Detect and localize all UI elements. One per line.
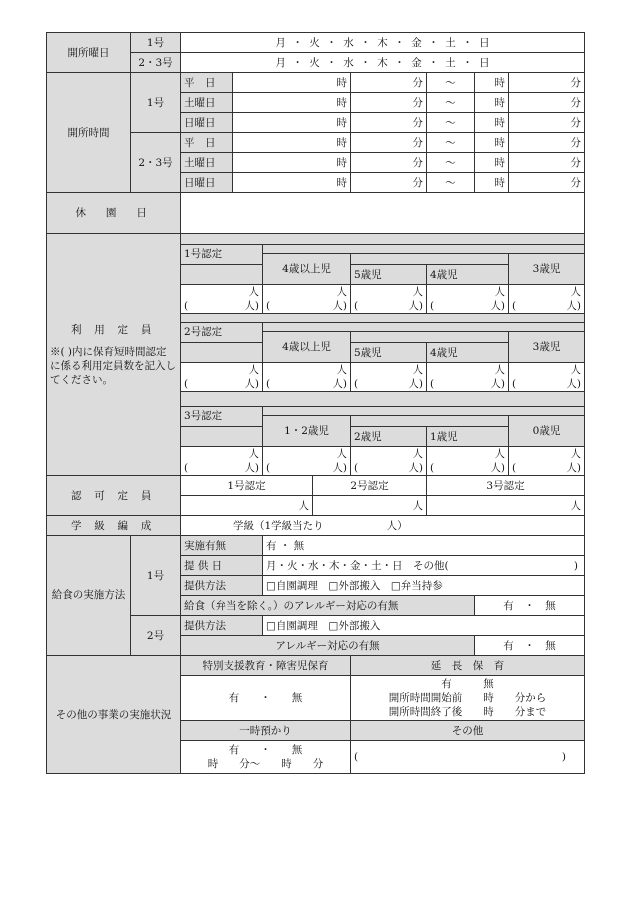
capacity-block1-cert: 1号認定: [181, 245, 263, 265]
capacity-block1-sub2: 4歳児: [427, 265, 509, 285]
meal-method2-label: 提供方法: [181, 616, 263, 636]
meal-days-text: 月・火・水・木・金・土・日 その他(: [266, 559, 449, 572]
approved-label: 認 可 定 員: [47, 476, 181, 516]
capacity-block3-cert-count[interactable]: 人 ( 人): [181, 447, 263, 476]
capacity-block1-group: 4歳以上児: [263, 254, 351, 285]
approved-col1-count[interactable]: 人: [181, 496, 313, 516]
capacity-block2-groupband: [351, 332, 509, 343]
capacity-block2-group: 4歳以上児: [263, 332, 351, 363]
capacity-block1-groupband: [351, 254, 509, 265]
approved-col1-header: 1号認定: [181, 476, 313, 496]
hours-group1-label: 1号: [131, 73, 181, 133]
capacity-spacer: [181, 392, 585, 407]
hours-open-hour[interactable]: 時: [233, 113, 351, 133]
hours-close-minute[interactable]: 分: [509, 73, 585, 93]
days-label: 開所曜日: [47, 33, 131, 73]
capacity-spacer: [181, 314, 585, 323]
capacity-block2-col3: 3歳児: [509, 332, 585, 363]
other-extended-before: 開所時間開始前 時 分から: [388, 692, 547, 704]
other-extended-yesno: 有 無: [441, 678, 494, 690]
hours-tilde: ～: [427, 133, 475, 153]
capacity-label-cell: [47, 234, 181, 476]
hours-open-minute[interactable]: 分: [351, 113, 427, 133]
hours-daytype: 土曜日: [181, 153, 233, 173]
capacity-block2-certband: [181, 343, 263, 363]
hours-daytype: 日曜日: [181, 113, 233, 133]
capacity-block1-group-count[interactable]: 人 ( 人): [263, 285, 351, 314]
capacity-spacer: [181, 234, 585, 245]
meal-days-close: ): [573, 559, 579, 572]
capacity-block3-cert: 3号認定: [181, 407, 263, 427]
hours-tilde: ～: [427, 173, 475, 193]
meal-allergy2-label: アレルギー対応の有無: [181, 636, 475, 656]
capacity-block2-group-count[interactable]: 人 ( 人): [263, 363, 351, 392]
meal-days-value[interactable]: [263, 556, 585, 576]
capacity-block3-col3: 0歳児: [509, 416, 585, 447]
meal-method-value[interactable]: □自園調理 □外部搬入 □弁当持参: [263, 576, 585, 596]
capacity-block3-sub2-count[interactable]: 人 ( 人): [427, 447, 509, 476]
meal-impl-value[interactable]: 有 ・ 無: [263, 536, 585, 556]
hours-tilde: ～: [427, 93, 475, 113]
capacity-block3-groupband: [351, 416, 509, 427]
other-extended-header: 延 長 保 育: [351, 656, 585, 676]
other-temp-header: 一時預かり: [181, 721, 351, 741]
hours-label: 開所時間: [47, 73, 131, 193]
hours-open-hour[interactable]: 時: [233, 93, 351, 113]
capacity-block3-col3-count[interactable]: 人 ( 人): [509, 447, 585, 476]
hours-close-hour[interactable]: 時: [475, 173, 509, 193]
other-other-header: その他: [351, 721, 585, 741]
meal-method2-value[interactable]: □自園調理 □外部搬入: [263, 616, 585, 636]
other-other-open: (: [354, 751, 359, 763]
hours-close-minute[interactable]: 分: [509, 113, 585, 133]
hours-tilde: ～: [427, 113, 475, 133]
other-label: その他の事業の実施状況: [47, 656, 181, 774]
capacity-block1-cert-count[interactable]: 人 ( 人): [181, 285, 263, 314]
capacity-block1-topband: [263, 245, 585, 254]
other-special-value[interactable]: 有 ・ 無: [181, 676, 351, 721]
capacity-block3-sub1: 2歳児: [351, 427, 427, 447]
capacity-block3-certband: [181, 427, 263, 447]
days-row2-label: 2・3号: [131, 53, 181, 73]
capacity-block3-group-count[interactable]: 人 ( 人): [263, 447, 351, 476]
capacity-block1-col3-count[interactable]: 人 ( 人): [509, 285, 585, 314]
hours-open-minute[interactable]: 分: [351, 133, 427, 153]
hours-tilde: ～: [427, 153, 475, 173]
capacity-block1-sub2-count[interactable]: 人 ( 人): [427, 285, 509, 314]
other-extended-cell[interactable]: [351, 676, 585, 721]
other-special-header: 特別支援教育・障害児保育: [181, 656, 351, 676]
hours-open-minute[interactable]: 分: [351, 153, 427, 173]
meal-allergy-label: 給食（弁当を除く。）のアレルギー対応の有無: [181, 596, 475, 616]
capacity-block1-col3: 3歳児: [509, 254, 585, 285]
hours-open-hour[interactable]: 時: [233, 73, 351, 93]
meal-allergy2-value[interactable]: 有 ・ 無: [475, 636, 585, 656]
approved-col3-count[interactable]: 人: [427, 496, 585, 516]
meal-g1-label: 1号: [131, 536, 181, 616]
capacity-block3-sub2: 1歳児: [427, 427, 509, 447]
capacity-block2-sub2: 4歳児: [427, 343, 509, 363]
capacity-block1-certband: [181, 265, 263, 285]
hours-close-hour[interactable]: 時: [475, 113, 509, 133]
facility-form-table: [46, 32, 585, 774]
hours-open-minute[interactable]: 分: [351, 93, 427, 113]
hours-close-hour[interactable]: 時: [475, 93, 509, 113]
hours-open-hour[interactable]: 時: [233, 153, 351, 173]
capacity-block2-cert-count[interactable]: 人 ( 人): [181, 363, 263, 392]
meal-impl-label: 実施有無: [181, 536, 263, 556]
hours-open-hour[interactable]: 時: [233, 173, 351, 193]
hours-close-minute[interactable]: 分: [509, 133, 585, 153]
capacity-block2-sub1-count[interactable]: 人 ( 人): [351, 363, 427, 392]
hours-tilde: ～: [427, 73, 475, 93]
capacity-note: ※( )内に保育短時間認定に係る利用定員数を記入してください。: [50, 345, 176, 386]
hours-daytype: 日曜日: [181, 173, 233, 193]
meal-allergy-value[interactable]: 有 ・ 無: [475, 596, 585, 616]
days-row1-label: 1号: [131, 33, 181, 53]
capacity-block2-sub1: 5歳児: [351, 343, 427, 363]
hours-daytype: 土曜日: [181, 93, 233, 113]
other-extended-after: 開所時間終了後 時 分まで: [388, 706, 547, 718]
hours-close-minute[interactable]: 分: [509, 153, 585, 173]
capacity-block1-sub1-count[interactable]: 人 ( 人): [351, 285, 427, 314]
classes-value[interactable]: 学級（1学級当たり 人）: [181, 516, 585, 536]
hours-close-minute[interactable]: 分: [509, 173, 585, 193]
holiday-label: 休 園 日: [47, 193, 181, 234]
classes-label: 学 級 編 成: [47, 516, 181, 536]
hours-open-hour[interactable]: 時: [233, 133, 351, 153]
hours-daytype: 平 日: [181, 133, 233, 153]
meal-method-label: 提供方法: [181, 576, 263, 596]
hours-group2-label: 2・3号: [131, 133, 181, 193]
approved-col2-header: 2号認定: [313, 476, 427, 496]
holiday-field[interactable]: [181, 193, 585, 234]
capacity-block1-sub1: 5歳児: [351, 265, 427, 285]
days-row2-weekdays[interactable]: 月 ・ 火 ・ 水 ・ 木 ・ 金 ・ 土 ・ 日: [181, 53, 585, 73]
capacity-block2-topband: [263, 323, 585, 332]
capacity-block2-sub2-count[interactable]: 人 ( 人): [427, 363, 509, 392]
hours-open-minute[interactable]: 分: [351, 73, 427, 93]
hours-close-hour[interactable]: 時: [475, 73, 509, 93]
other-temp-cell[interactable]: [181, 741, 351, 774]
capacity-block2-col3-count[interactable]: 人 ( 人): [509, 363, 585, 392]
days-row1-weekdays[interactable]: 月 ・ 火 ・ 水 ・ 木 ・ 金 ・ 土 ・ 日: [181, 33, 585, 53]
capacity-block3-group: 1・2歳児: [263, 416, 351, 447]
other-other-value[interactable]: [351, 741, 585, 774]
other-temp-time: 時 分～ 時 分: [207, 758, 324, 770]
capacity-block3-sub1-count[interactable]: 人 ( 人): [351, 447, 427, 476]
hours-close-hour[interactable]: 時: [475, 153, 509, 173]
meal-days-label: 提 供 日: [181, 556, 263, 576]
hours-open-minute[interactable]: 分: [351, 173, 427, 193]
meal-label: 給食の実施方法: [47, 536, 131, 656]
approved-col3-header: 3号認定: [427, 476, 585, 496]
hours-close-hour[interactable]: 時: [475, 133, 509, 153]
other-other-close: ): [561, 751, 567, 763]
meal-g2-label: 2号: [131, 616, 181, 656]
approved-col2-count[interactable]: 人: [313, 496, 427, 516]
capacity-block3-topband: [263, 407, 585, 416]
other-temp-yesno: 有 ・ 無: [228, 744, 303, 756]
hours-daytype: 平 日: [181, 73, 233, 93]
hours-close-minute[interactable]: 分: [509, 93, 585, 113]
capacity-label: 利 用 定 員: [70, 323, 157, 336]
capacity-block2-cert: 2号認定: [181, 323, 263, 343]
